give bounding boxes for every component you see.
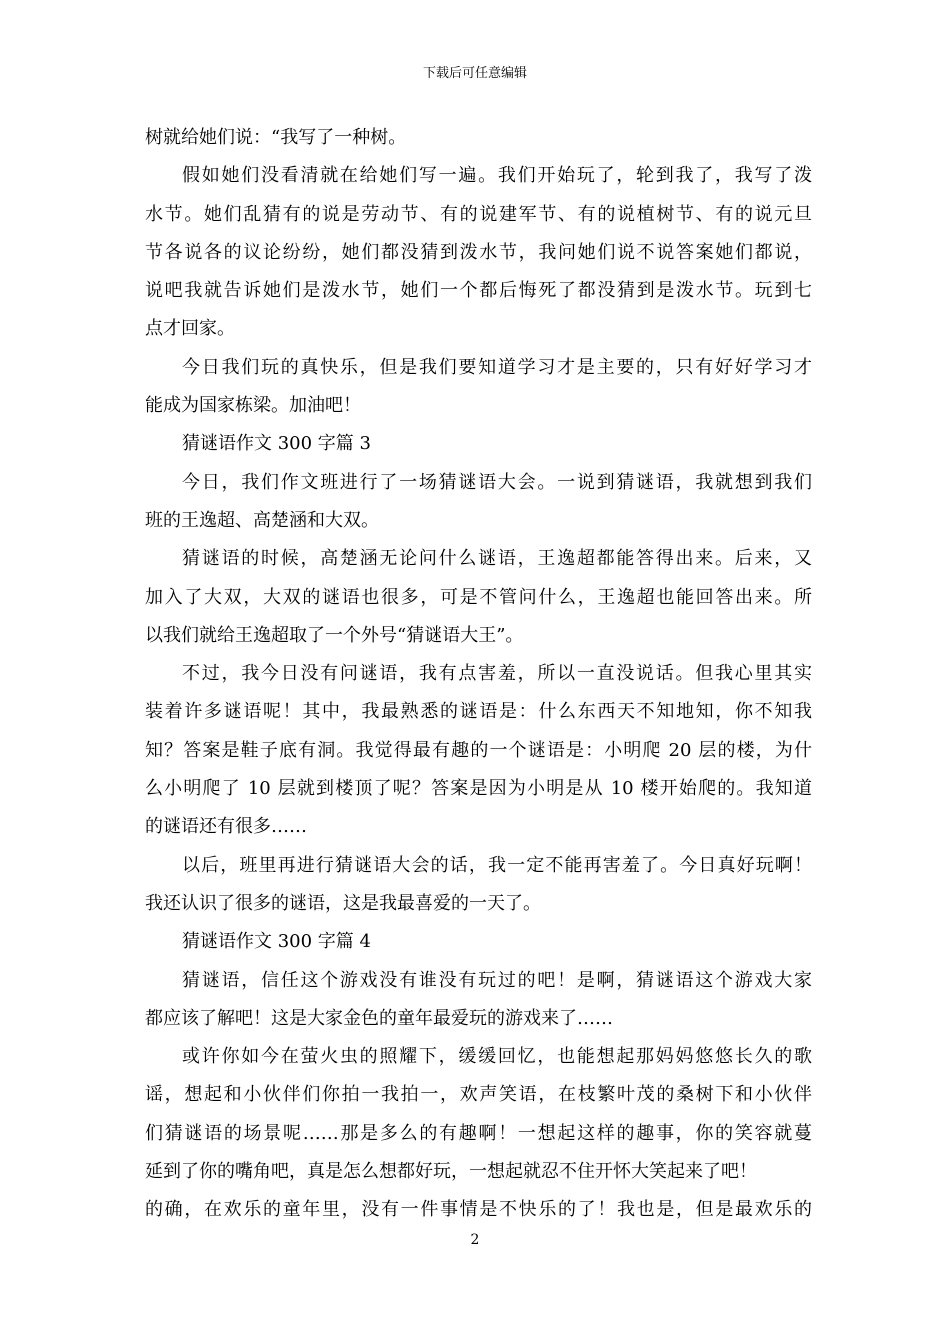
text-line: 今日我们玩的真快乐，但是我们要知道学习才是主要的，只有好好学习才 (182, 356, 812, 378)
text-line: 不过，我今日没有问谜语，我有点害羞，所以一直没说话。但我心里其实 (182, 663, 812, 685)
text-line: 装着许多谜语呢！其中，我最熟悉的谜语是：什么东西天不知地知，你不知我 (145, 701, 812, 723)
text-line: 的确，在欢乐的童年里，没有一件事情是不快乐的了！我也是，但是最欢乐的 (145, 1199, 812, 1221)
text-line: 班的王逸超、高楚涵和大双。 (145, 509, 379, 531)
section-heading: 猜谜语作文 300 字篇 3 (182, 433, 371, 455)
page-header: 下载后可任意编辑 (422, 66, 527, 81)
text-line: 我还认识了很多的谜语，这是我最喜爱的一天了。 (145, 892, 541, 914)
text-line: 假如她们没看清就在给她们写一遍。我们开始玩了，轮到我了，我写了泼 (182, 165, 812, 187)
text-line: 以我们就给王逸超取了一个外号“猜谜语大王”。 (145, 624, 524, 646)
text-line: 知？答案是鞋子底有洞。我觉得最有趣的一个谜语是：小明爬 20 层的楼，为什 (145, 739, 812, 761)
text-line: 或许你如今在萤火虫的照耀下，缓缓回忆，也能想起那妈妈悠悠长久的歌 (182, 1046, 812, 1068)
text-line: 么小明爬了 10 层就到楼顶了呢？答案是因为小明是从 10 楼开始爬的。我知道 (145, 778, 812, 800)
text-line: 猜谜语的时候，高楚涵无论问什么谜语，王逸超都能答得出来。后来，又 (182, 548, 812, 570)
text-line: 猜谜语，信任这个游戏没有谁没有玩过的吧！是啊，猜谜语这个游戏大家 (182, 969, 812, 991)
text-line: 们猜谜语的场景呢……那是多么的有趣啊！一想起这样的趣事，你的笑容就蔓 (145, 1122, 812, 1144)
document-body (145, 119, 812, 1230)
text-line: 能成为国家栋梁。加油吧！ (145, 395, 361, 417)
text-line: 点才回家。 (145, 318, 235, 340)
text-line: 谣，想起和小伙伴们你拍一我拍一，欢声笑语，在枝繁叶茂的桑树下和小伙伴 (145, 1084, 812, 1106)
text-line: 节各说各的议论纷纷，她们都没猜到泼水节，我问她们说不说答案她们都说， (145, 241, 812, 263)
text-line: 说吧我就告诉她们是泼水节，她们一个都后悔死了都没猜到是泼水节。玩到七 (145, 280, 812, 302)
text-line: 以后，班里再进行猜谜语大会的话，我一定不能再害羞了。今日真好玩啊！ (182, 854, 812, 876)
section-heading: 猜谜语作文 300 字篇 4 (182, 931, 371, 953)
text-line: 延到了你的嘴角吧，真是怎么想都好玩，一想起就忍不住开怀大笑起来了吧！ (145, 1161, 757, 1183)
text-line: 今日，我们作文班进行了一场猜谜语大会。一说到猜谜语，我就想到我们 (182, 471, 812, 493)
text-line: 都应该了解吧！这是大家金色的童年最爱玩的游戏来了…… (145, 1007, 613, 1029)
text-line: 树就给她们说：“我写了一种树。 (145, 127, 407, 148)
text-line: 的谜语还有很多…… (145, 816, 307, 838)
page-number: 2 (470, 1232, 480, 1248)
text-line: 水节。她们乱猜有的说是劳动节、有的说建军节、有的说植树节、有的说元旦 (145, 203, 812, 225)
text-line: 加入了大双，大双的谜语也很多，可是不管问什么，王逸超也能回答出来。所 (145, 586, 812, 608)
